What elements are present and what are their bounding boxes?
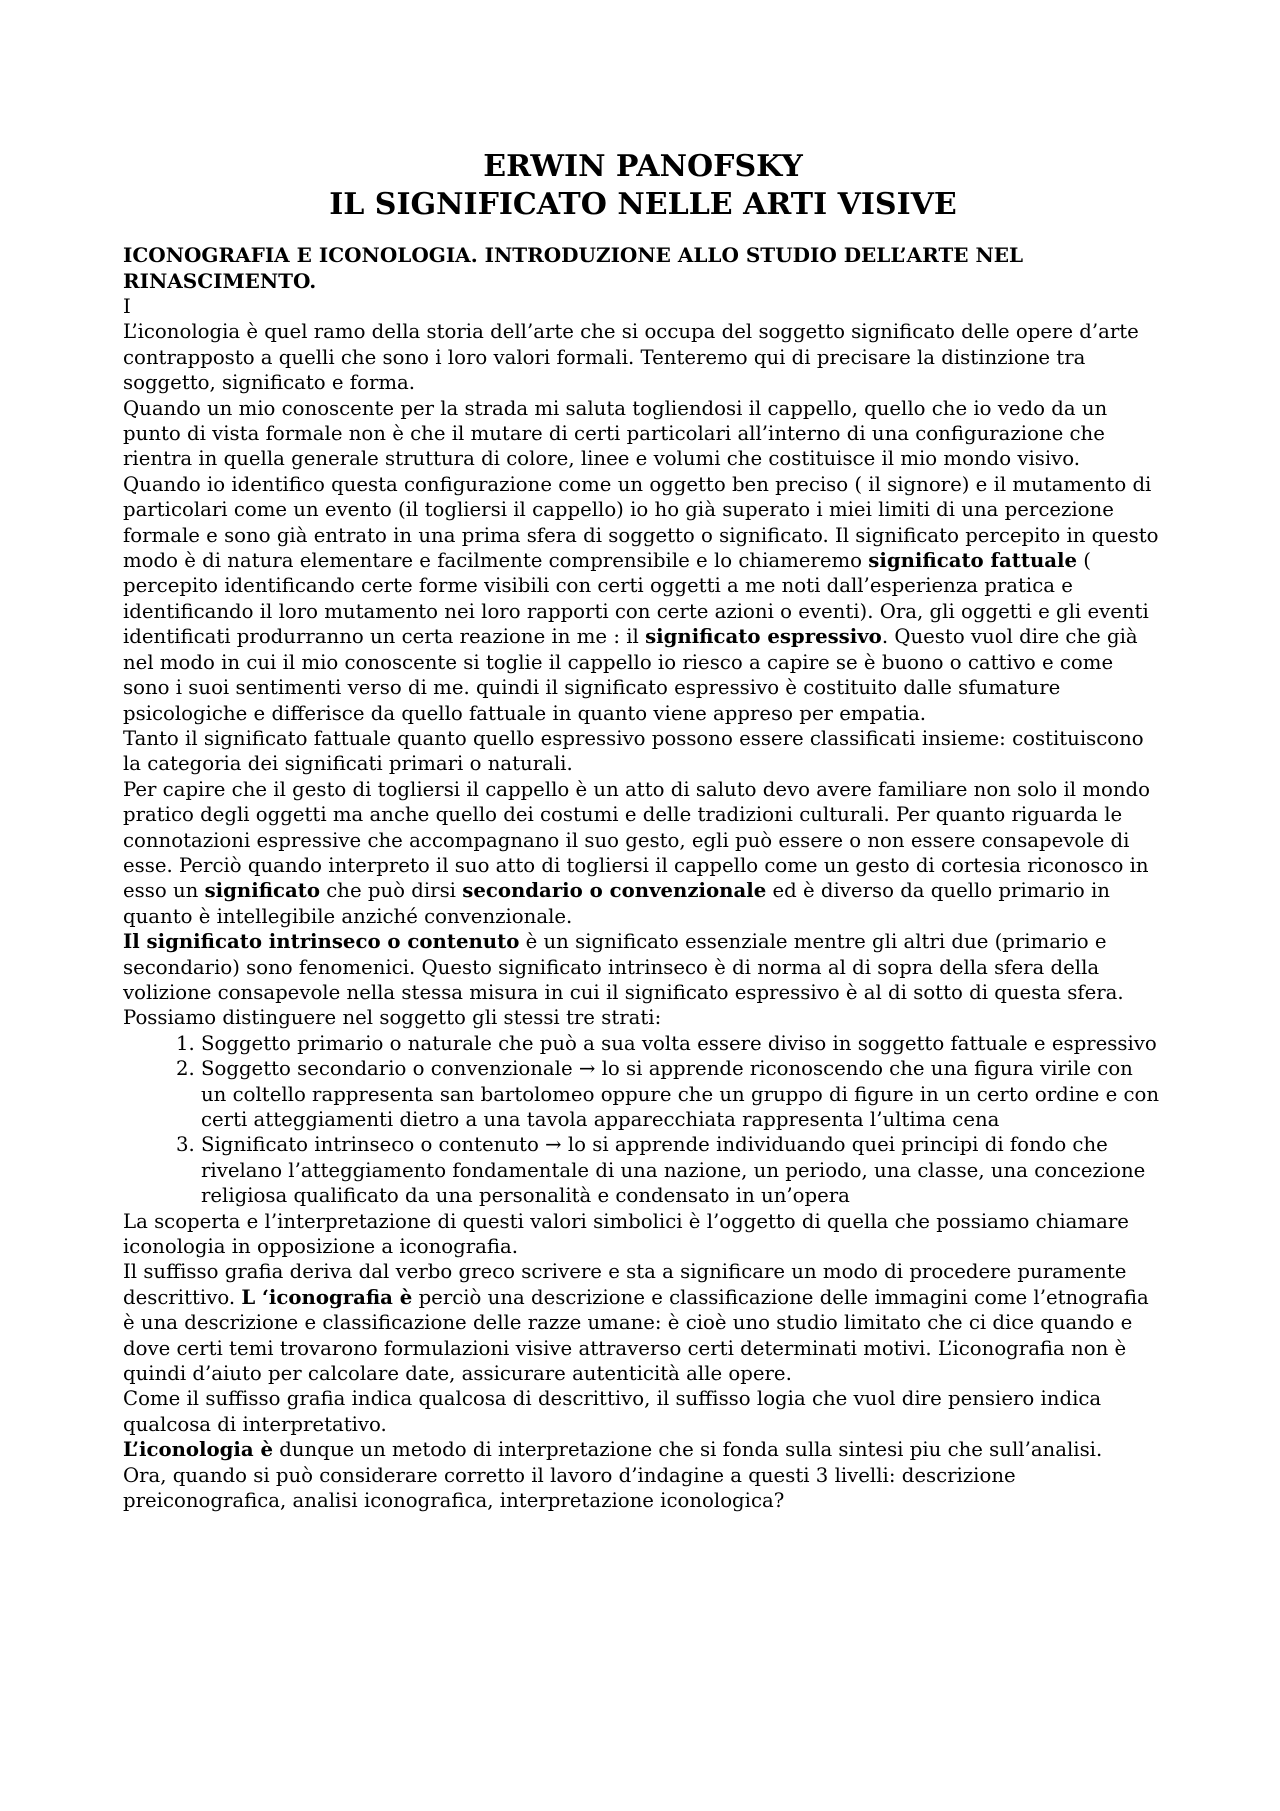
paragraph-6: Possiamo distinguere nel soggetto gli stessi tre strati:	[123, 1006, 662, 1030]
paragraph-5-text: è un significato essenziale mentre gli altri due (primario e secondario) sono fenomenici. Questo significato intrinseco è di norma al di sopra della sfera della volizione consapevole nella stessa misura in cui il significato espressivo è al di sotto di questa sfera.	[123, 930, 1124, 1004]
term-significato-fattuale: significato fattuale	[868, 549, 1078, 573]
term-iconografia: L ‘iconografia è	[241, 1285, 413, 1309]
paragraph-4	[123, 777, 1163, 929]
paragraph-11: Ora, quando si può considerare corretto il lavoro d’indagine a questi 3 livelli: descrizione preiconografica, analisi iconografica, interpretazione iconologica?	[123, 1463, 1016, 1513]
paragraph-1: L’iconologia è quel ramo della storia dell’arte che si occupa del soggetto significato delle opere d’arte contrapposto a quelli che sono i loro valori formali. Tenteremo qui di precisare la distinzione tra soggetto, significato e forma.	[123, 320, 1139, 395]
paragraph-5	[123, 929, 1163, 1005]
section-heading: ICONOGRAFIA E ICONOLOGIA. INTRODUZIONE ALLO STUDIO DELL’ARTE NEL RINASCIMENTO.	[123, 243, 1024, 293]
term-significato-intrinseco: Il significato intrinseco o contenuto	[123, 930, 520, 954]
section-number: I	[123, 295, 131, 318]
paragraph-10	[123, 1437, 1163, 1462]
paragraph-7: La scoperta e l’interpretazione di questi valori simbolici è l’oggetto di quella che possiamo chiamare iconologia in opposizione a iconografia.	[123, 1209, 1129, 1259]
paragraph-9: Come il suffisso grafia indica qualcosa di descrittivo, il suffisso logia che vuol dire pensiero indica qualcosa di interpretativo.	[123, 1387, 1102, 1436]
paragraph-2-text-a: Quando un mio conoscente per la strada mi saluta togliendosi il cappello, quello che io vedo da un punto di vista formale non è che il mutare di certi particolari all’interno di una configurazione che rientra in quella generale struttura di colore, linee e volumi che costituisce il mio mondo visivo. Quando io identifico questa configurazione come un oggetto ben preciso ( il signore) e il mutamento di particolari come un evento (il togliersi il cappello) io ho già superato i miei limiti di una percezione formale e sono già entrato in una prima sfera di soggetto o significato. Il significato percepito in questo modo è di natura elementare e facilmente comprensibile e lo chiameremo	[123, 396, 1159, 573]
strata-list	[123, 1031, 1163, 1209]
term-significato: significato	[204, 879, 320, 903]
list-item: 1. Soggetto primario o naturale che può a sua volta essere diviso in soggetto fattuale e espressivo	[201, 1031, 1163, 1056]
title-work: IL SIGNIFICATO NELLE ARTI VISIVE	[329, 187, 957, 222]
title-author: ERWIN PANOFSKY	[483, 149, 803, 184]
paragraph-2	[123, 396, 1163, 726]
paragraph-4-text-d: ed è diverso da quello primario in quanto è intellegibile anziché convenzionale.	[123, 879, 1110, 928]
list-item: 2. Soggetto secondario o convenzionale → lo si apprende riconoscendo che una figura virile con un coltello rappresenta san bartolomeo oppure che un gruppo di figure in un certo ordine e con certi atteggiamenti dietro a una tavola apparecchiata rappresenta l’ultima cena	[201, 1056, 1163, 1132]
paragraph-2-text-c: ( percepito identificando certe forme visibili con certi oggetti a me noti dall’esperienza pratica e identificando il loro mutamento nei loro rapporti con certe azioni o eventi). Ora, gli oggetti e gli eventi identificati produrranno un certa reazione in me : il	[123, 549, 1149, 649]
list-item: 3. Significato intrinseco o contenuto → lo si apprende individuando quei principi di fondo che rivelano l’atteggiamento fondamentale di una nazione, un periodo, una classe, una concezione religiosa qualificato da una personalità e condensato in un’opera	[201, 1132, 1163, 1208]
paragraph-2-text-d: . Questo vuol dire che già nel modo in cui il mio conoscente si toglie il cappello io riesco a capire se è buono o cattivo e come sono i suoi sentimenti verso di me. quindi il significato espressivo è costituito dalle sfumature psicologiche e differisce da quello fattuale in quanto viene appreso per empatia.	[123, 625, 1138, 725]
paragraph-8	[123, 1259, 1163, 1386]
term-iconologia: L’iconologia è	[123, 1438, 274, 1462]
paragraph-10-text: dunque un metodo di interpretazione che si fonda sulla sintesi piu che sull’analisi.	[273, 1438, 1103, 1462]
paragraph-8-text-a: Il suffisso grafia deriva dal verbo greco scrivere e sta a significare un modo di procedere puramente descrittivo.	[123, 1260, 1127, 1309]
document-page	[123, 148, 1163, 1514]
term-significato-espressivo: significato espressivo	[645, 625, 882, 649]
term-secondario-convenzionale: secondario o convenzionale	[462, 879, 767, 903]
paragraph-4-text-a: Per capire che il gesto di togliersi il cappello è un atto di saluto devo avere familiare non solo il mondo pratico degli oggetti ma anche quello dei costumi e delle tradizioni culturali. Per quanto riguarda le connotazioni espressive che accompagnano il suo gesto, egli può essere o non essere consapevole di esse. Perciò quando interpreto il suo atto di togliersi il cappello come un gesto di cortesia riconosco in esso un	[123, 777, 1151, 903]
paragraph-4-text-c: che può dirsi	[320, 879, 463, 903]
document-title	[123, 148, 1163, 224]
paragraph-8-text-c: perciò una descrizione e classificazione delle immagini come l’etnografia è una descrizione e classificazione delle razze umane: è cioè uno studio limitato che ci dice quando e dove certi temi trovarono formulazioni visive attraverso certi determinati motivi. L’iconografia non è quindi d’aiuto per calcolare date, assicurare autenticità alle opere.	[123, 1285, 1149, 1386]
paragraph-3: Tanto il significato fattuale quanto quello espressivo possono essere classificati insieme: costituiscono la categoria dei significati primari o naturali.	[123, 726, 1144, 776]
